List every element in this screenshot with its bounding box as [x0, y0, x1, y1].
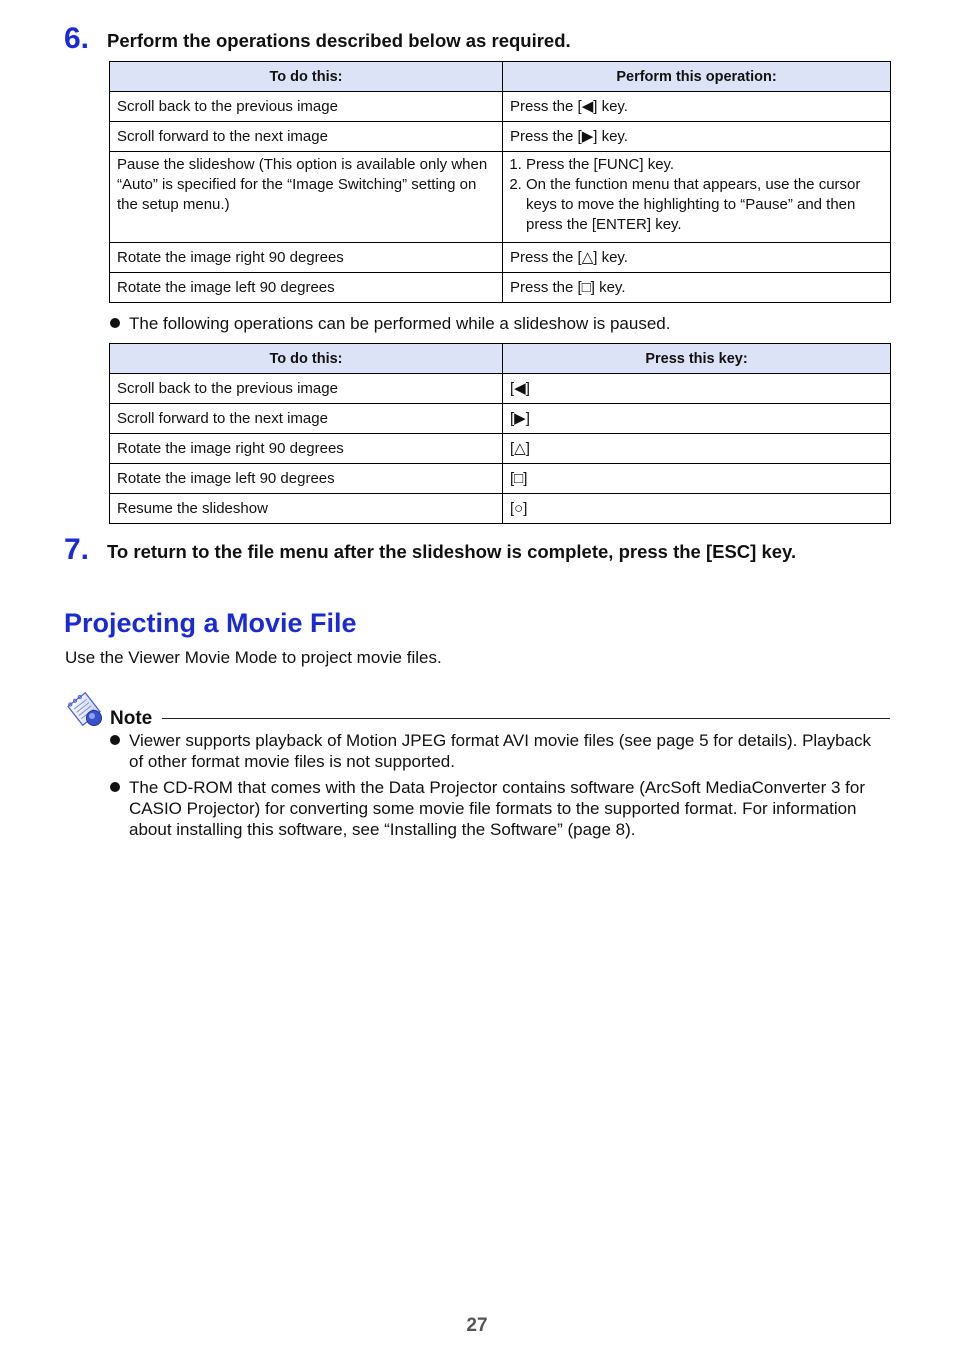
table-cell-action: Rotate the image right 90 degrees: [110, 434, 503, 464]
operation-step: 2. On the function menu that appears, use the cursor keys to move the highlighting to “Pause” and then press the [ENTER] key.: [526, 175, 883, 235]
operation-step: 1. Press the [FUNC] key.: [526, 155, 883, 175]
table-cell-operation: Press the [△] key.: [503, 243, 891, 273]
table-cell-action: Pause the slideshow (This option is available only when “Auto” is specified for the “Image Switching” setting on the setup menu.): [110, 152, 503, 243]
table-row: [110, 374, 891, 404]
bullet-dot: [110, 318, 120, 328]
table-cell-action: Rotate the image left 90 degrees: [110, 464, 503, 494]
table-cell-action: Scroll back to the previous image: [110, 374, 503, 404]
table-header: Press this key:: [503, 344, 891, 374]
table-cell-key: [△]: [503, 434, 891, 464]
table-row: [110, 464, 891, 494]
note-label: Note: [110, 708, 153, 729]
section-intro: Use the Viewer Movie Mode to project movie files.: [65, 648, 442, 667]
table-cell-action: Rotate the image left 90 degrees: [110, 273, 503, 303]
table-row: [110, 434, 891, 464]
table-cell-operation: Press the [□] key.: [503, 273, 891, 303]
step-6-title: Perform the operations described below as required.: [107, 30, 571, 51]
paused-operations-note: The following operations can be performed while a slideshow is paused.: [129, 314, 671, 333]
section-title: Projecting a Movie File: [64, 608, 357, 638]
step-6-number: 6.: [64, 22, 90, 55]
notepad-pencil-icon: [66, 689, 106, 729]
table-row: [110, 243, 891, 273]
table-header: To do this:: [110, 62, 503, 92]
table-cell-action: Rotate the image right 90 degrees: [110, 243, 503, 273]
table-cell-operation: Press the [▶] key.: [503, 122, 891, 152]
step-7-title: To return to the file menu after the slideshow is complete, press the [ESC] key.: [107, 541, 797, 562]
table-cell-operation: [503, 152, 891, 243]
table-cell-key: [◀]: [503, 374, 891, 404]
table-cell-key: [▶]: [503, 404, 891, 434]
table-cell-operation: Press the [◀] key.: [503, 92, 891, 122]
table-row: [110, 273, 891, 303]
bullet-dot: [110, 735, 120, 745]
table-cell-action: Resume the slideshow: [110, 494, 503, 524]
table-row: [110, 92, 891, 122]
note-divider: [162, 718, 890, 719]
table-cell-action: Scroll back to the previous image: [110, 92, 503, 122]
table-row: [110, 494, 891, 524]
paused-keys-table: [109, 343, 891, 524]
bullet-dot: [110, 782, 120, 792]
table-row: [110, 404, 891, 434]
table-cell-key: [□]: [503, 464, 891, 494]
operations-table: [109, 61, 891, 303]
table-cell-action: Scroll forward to the next image: [110, 122, 503, 152]
table-header: Perform this operation:: [503, 62, 891, 92]
table-cell-key: [○]: [503, 494, 891, 524]
note-bullet: The CD-ROM that comes with the Data Projector contains software (ArcSoft MediaConverter 3 for CASIO Projector) for converting some movie file formats to the supported format. For information about installing this software, see “Installing the Software” (page 8).: [129, 778, 865, 839]
table-row: [110, 122, 891, 152]
page-number: 27: [466, 1315, 488, 1336]
step-7-number: 7.: [64, 533, 90, 566]
table-row: [110, 152, 891, 243]
note-bullet: Viewer supports playback of Motion JPEG format AVI movie files (see page 5 for details). Playback of other format movie files is not supported.: [129, 731, 872, 771]
table-cell-action: Scroll forward to the next image: [110, 404, 503, 434]
table-header: To do this:: [110, 344, 503, 374]
operation-steps-list: [510, 155, 883, 235]
